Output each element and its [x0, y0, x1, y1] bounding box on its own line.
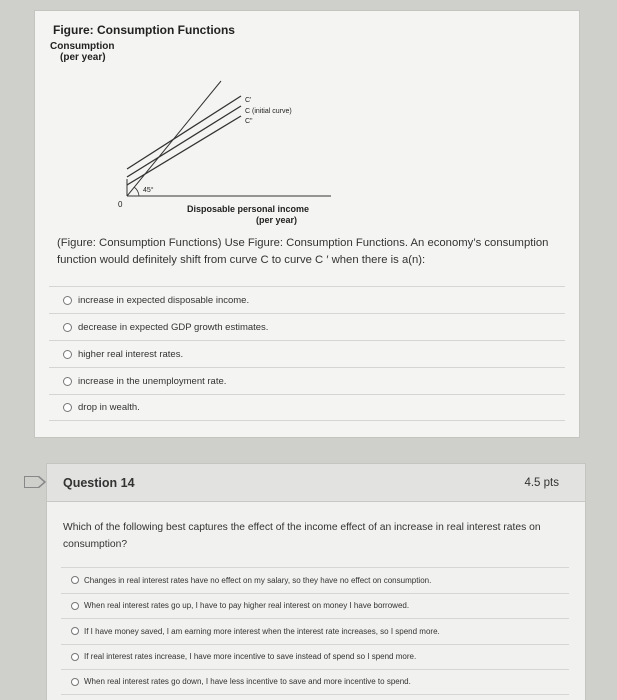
45-degree-line	[127, 81, 221, 196]
radio-button[interactable]	[63, 296, 72, 305]
radio-button[interactable]	[63, 377, 72, 386]
radio-button[interactable]	[63, 350, 72, 359]
x-axis-label-line1: Disposable personal income	[187, 204, 310, 214]
answer-label: increase in the unemployment rate.	[78, 375, 227, 387]
figure-title: Figure: Consumption Functions	[53, 23, 235, 37]
radio-button[interactable]	[71, 678, 79, 686]
answer-label: Changes in real interest rates have no effect on my salary, so they have no effect on consumption.	[84, 575, 432, 585]
angle-arc	[134, 187, 139, 196]
y-axis-label-line2: (per year)	[60, 52, 106, 63]
answer-label: decrease in expected GDP growth estimates.	[78, 321, 269, 333]
answer-option[interactable]	[49, 367, 565, 394]
x-axis-label	[187, 204, 309, 226]
curve-c-double-prime-label: C"	[245, 118, 253, 125]
answer-option[interactable]	[61, 618, 569, 644]
answer-label: drop in wealth.	[78, 402, 140, 413]
radio-button[interactable]	[71, 653, 79, 661]
answer-option[interactable]	[61, 669, 569, 695]
question-title: Question 14	[63, 475, 135, 490]
radio-button[interactable]	[71, 602, 79, 610]
question-14-answers	[61, 567, 569, 695]
radio-button[interactable]	[71, 627, 79, 635]
answer-option[interactable]	[61, 644, 569, 670]
radio-button[interactable]	[71, 576, 79, 584]
answer-option[interactable]	[49, 394, 565, 421]
answer-option[interactable]	[49, 286, 565, 313]
answer-label: If I have money saved, I am earning more interest when the interest rate increases, so I spend more.	[84, 626, 440, 636]
y-axis-label-line1: Consumption	[50, 41, 115, 52]
answer-option[interactable]	[49, 340, 565, 367]
answer-option[interactable]	[61, 593, 569, 619]
question-13-panel	[34, 10, 580, 438]
question-13-text: (Figure: Consumption Functions) Use Figure: Consumption Functions. An economy’s consumption function would definitely shift from curve C to curve C ′ when there is a(n):	[57, 237, 549, 266]
question-14-text: Which of the following best captures the effect of the income effect of an increase in real interest rates on consumption?	[63, 522, 541, 550]
radio-button[interactable]	[63, 403, 72, 412]
curve-c-prime-label: C'	[245, 97, 252, 104]
answer-label: increase in expected disposable income.	[78, 294, 250, 306]
flag-question-icon[interactable]	[24, 476, 39, 488]
radio-button[interactable]	[63, 323, 72, 332]
answer-label: When real interest rates go down, I have less incentive to save and more incentive to spend.	[84, 677, 411, 687]
answer-label: When real interest rates go up, I have to pay higher real interest on money I have borrowed.	[84, 601, 410, 611]
consumption-chart	[35, 11, 581, 231]
curve-c	[127, 106, 241, 177]
answer-label: If real interest rates increase, I have more incentive to save instead of spend so I spend more.	[84, 652, 417, 662]
question-points: 4.5 pts	[524, 476, 559, 489]
question-header	[47, 464, 585, 502]
question-13-answers	[49, 286, 565, 421]
answer-option[interactable]	[49, 313, 565, 340]
origin-label: 0	[118, 200, 123, 209]
question-14-panel	[46, 463, 586, 700]
curve-c-prime	[127, 96, 241, 169]
angle-label: 45°	[143, 187, 154, 194]
answer-option[interactable]	[61, 567, 569, 593]
x-axis-label-line2: (per year)	[256, 215, 298, 225]
answer-label: higher real interest rates.	[78, 348, 184, 360]
curve-c-label: C (initial curve)	[245, 108, 292, 115]
